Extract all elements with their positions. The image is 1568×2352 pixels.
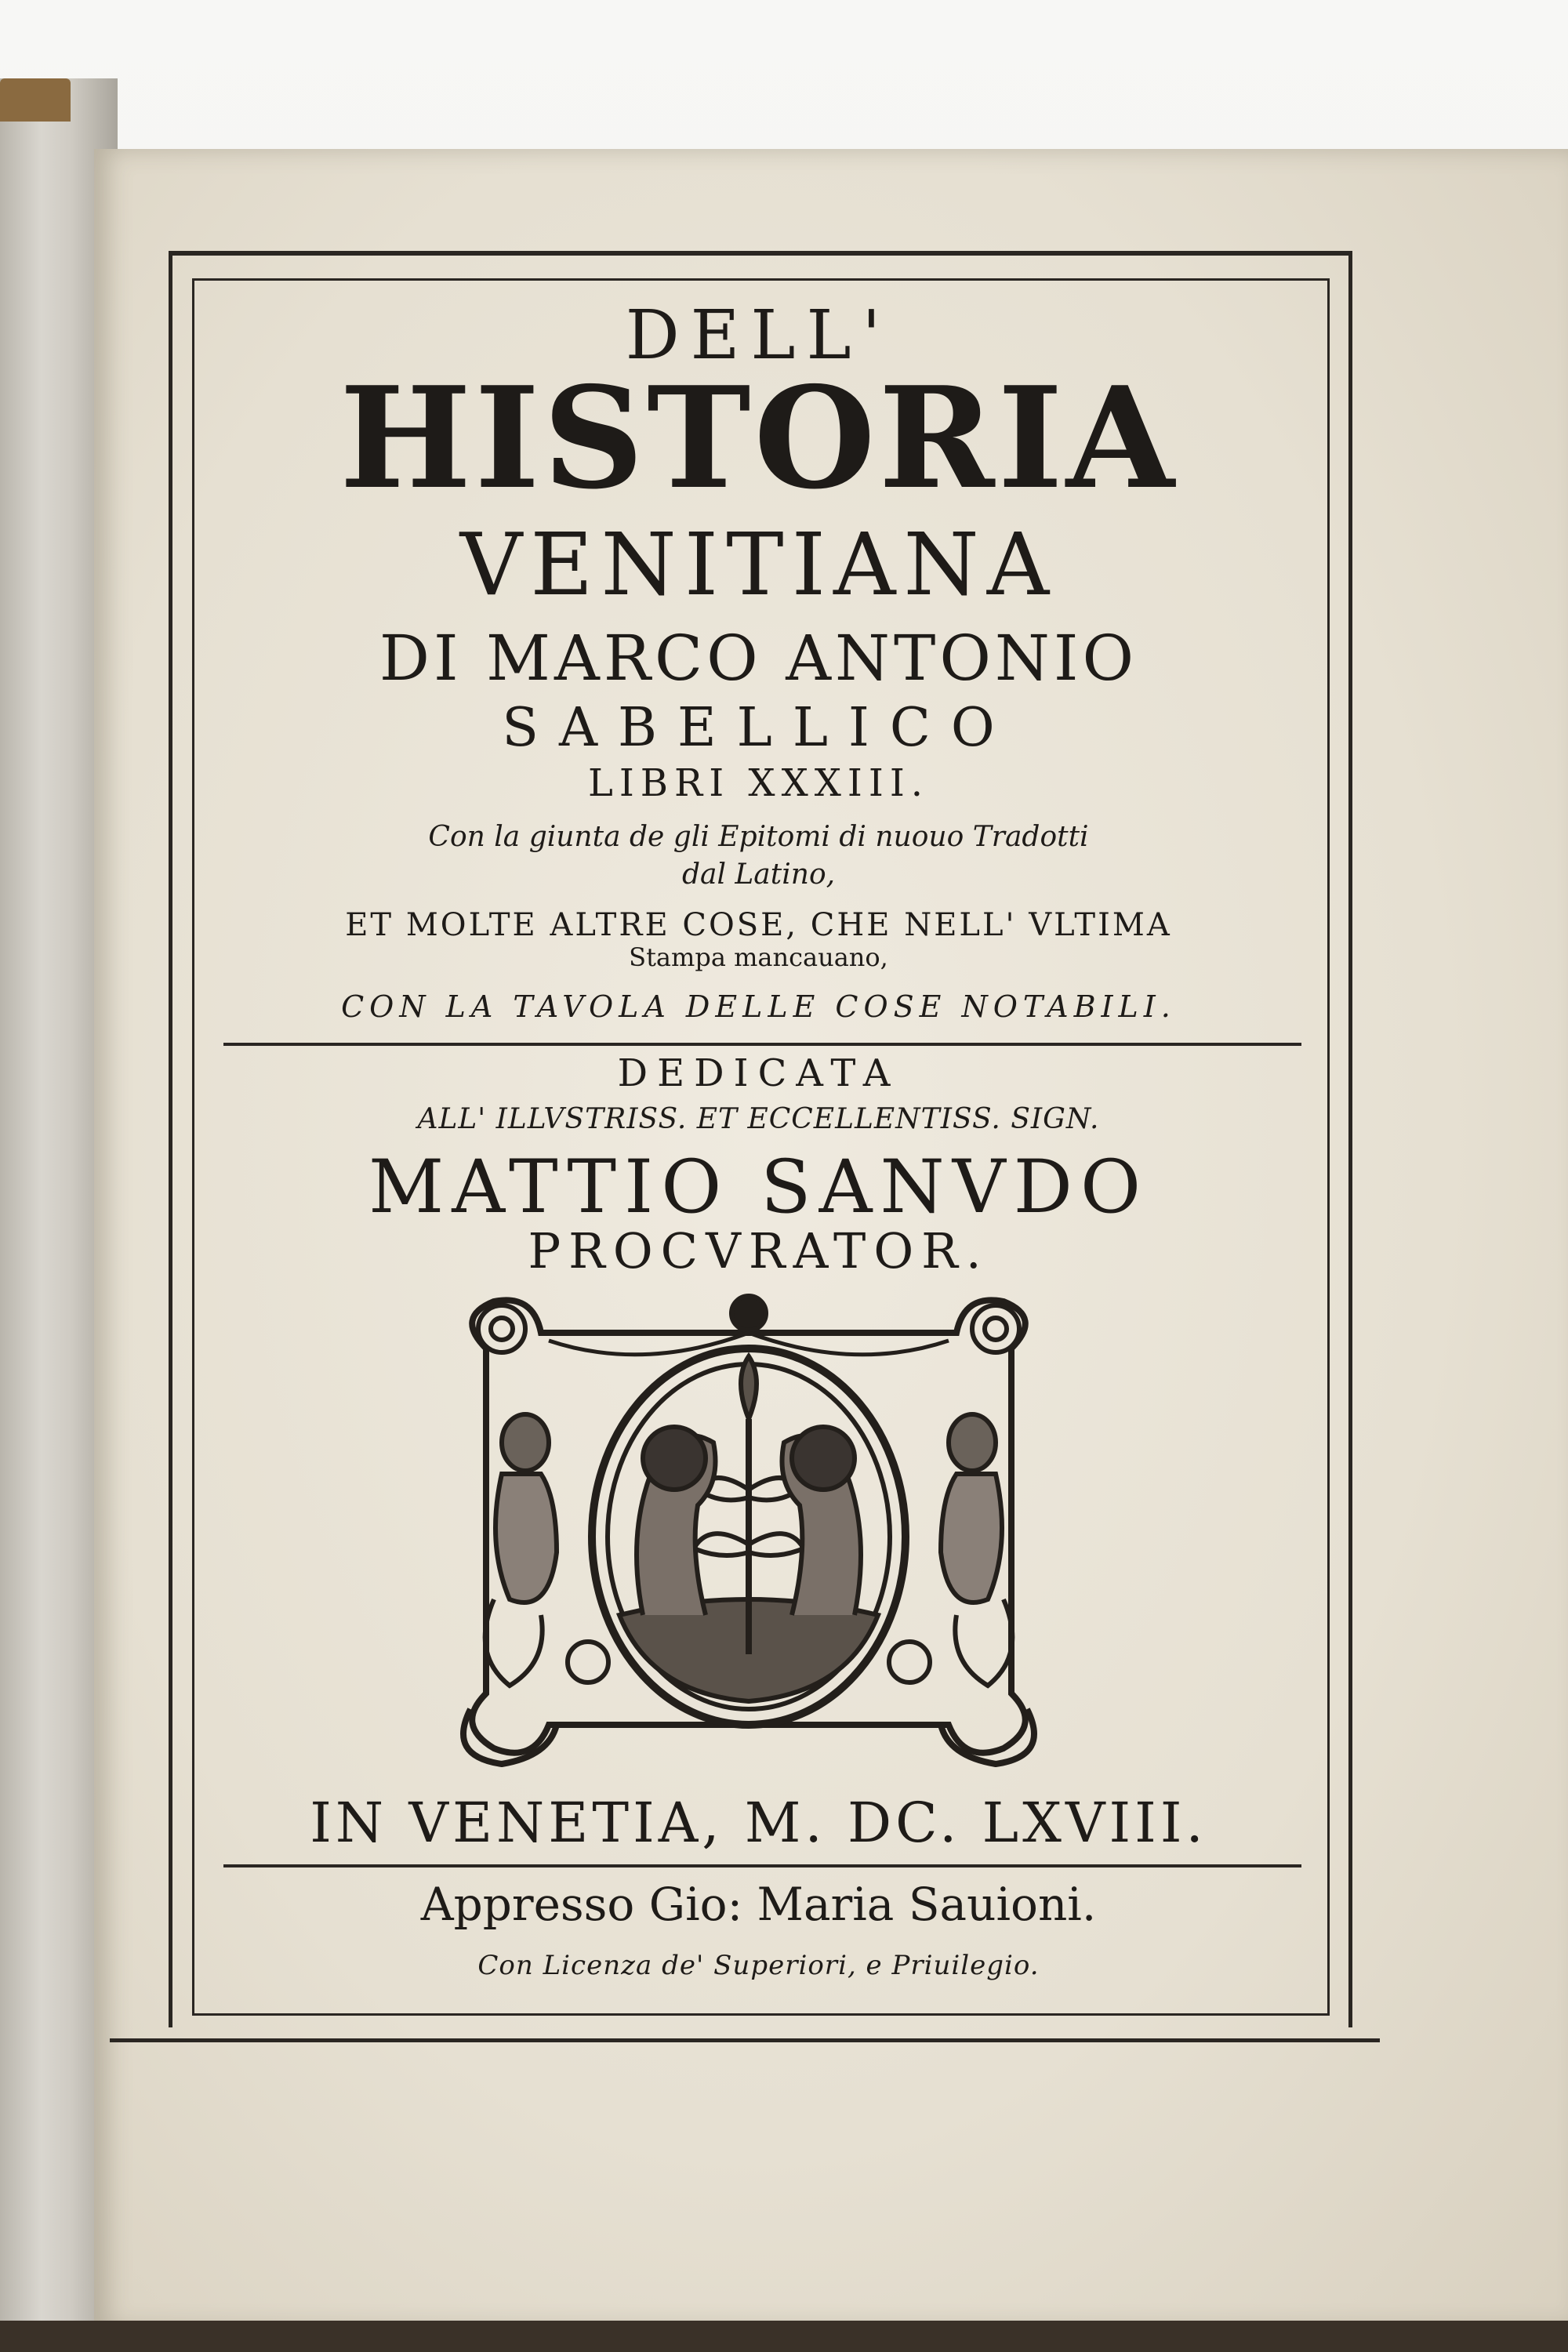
author-line-surname: SABELLICO	[502, 697, 1015, 759]
imprint-place-date: IN VENETIA, M. DC. LXVIII.	[310, 1791, 1207, 1855]
subtitle-stampa: Stampa mancauano,	[629, 942, 888, 972]
divider-rule-lower	[223, 1864, 1301, 1867]
printers-device-woodcut	[439, 1286, 1058, 1772]
dedication-honorific: ALL' ILLVSTRISS. ET ECCELLENTISS. SIGN.	[417, 1103, 1100, 1135]
dedicatee-title: PROCVRATOR.	[528, 1222, 989, 1279]
imprint-license: Con Licenza de' Superiori, e Priuilegio.	[477, 1950, 1040, 1981]
subtitle-altre-cose: ET MOLTE ALTRE COSE, CHE NELL' VLTIMA	[345, 907, 1172, 943]
dedicatee-name: MATTIO SANVDO	[368, 1145, 1149, 1230]
page-bottom-shadow	[0, 2321, 1568, 2352]
author-line-name: DI MARCO ANTONIO	[379, 622, 1138, 695]
spine-leather-edge	[0, 78, 71, 122]
title-line-dell: DELL'	[625, 296, 892, 375]
subtitle-tavola: CON LA TAVOLA DELLE COSE NOTABILI.	[341, 989, 1176, 1024]
subtitle-epitomi: Con la giunta de gli Epitomi di nuouo Tradotti	[428, 821, 1089, 853]
subtitle-latino: dal Latino,	[681, 858, 836, 891]
dedication-dedicata: DEDICATA	[617, 1051, 900, 1095]
books-count: LIBRI XXXIII.	[587, 761, 930, 805]
bottom-border-rule	[110, 2038, 1380, 2042]
title-line-venitiana: VENITIANA	[459, 514, 1058, 615]
divider-rule-upper	[223, 1043, 1301, 1046]
imprint-printer: Appresso Gio: Maria Sauioni.	[420, 1878, 1097, 1931]
title-line-historia: HISTORIA	[339, 356, 1178, 520]
